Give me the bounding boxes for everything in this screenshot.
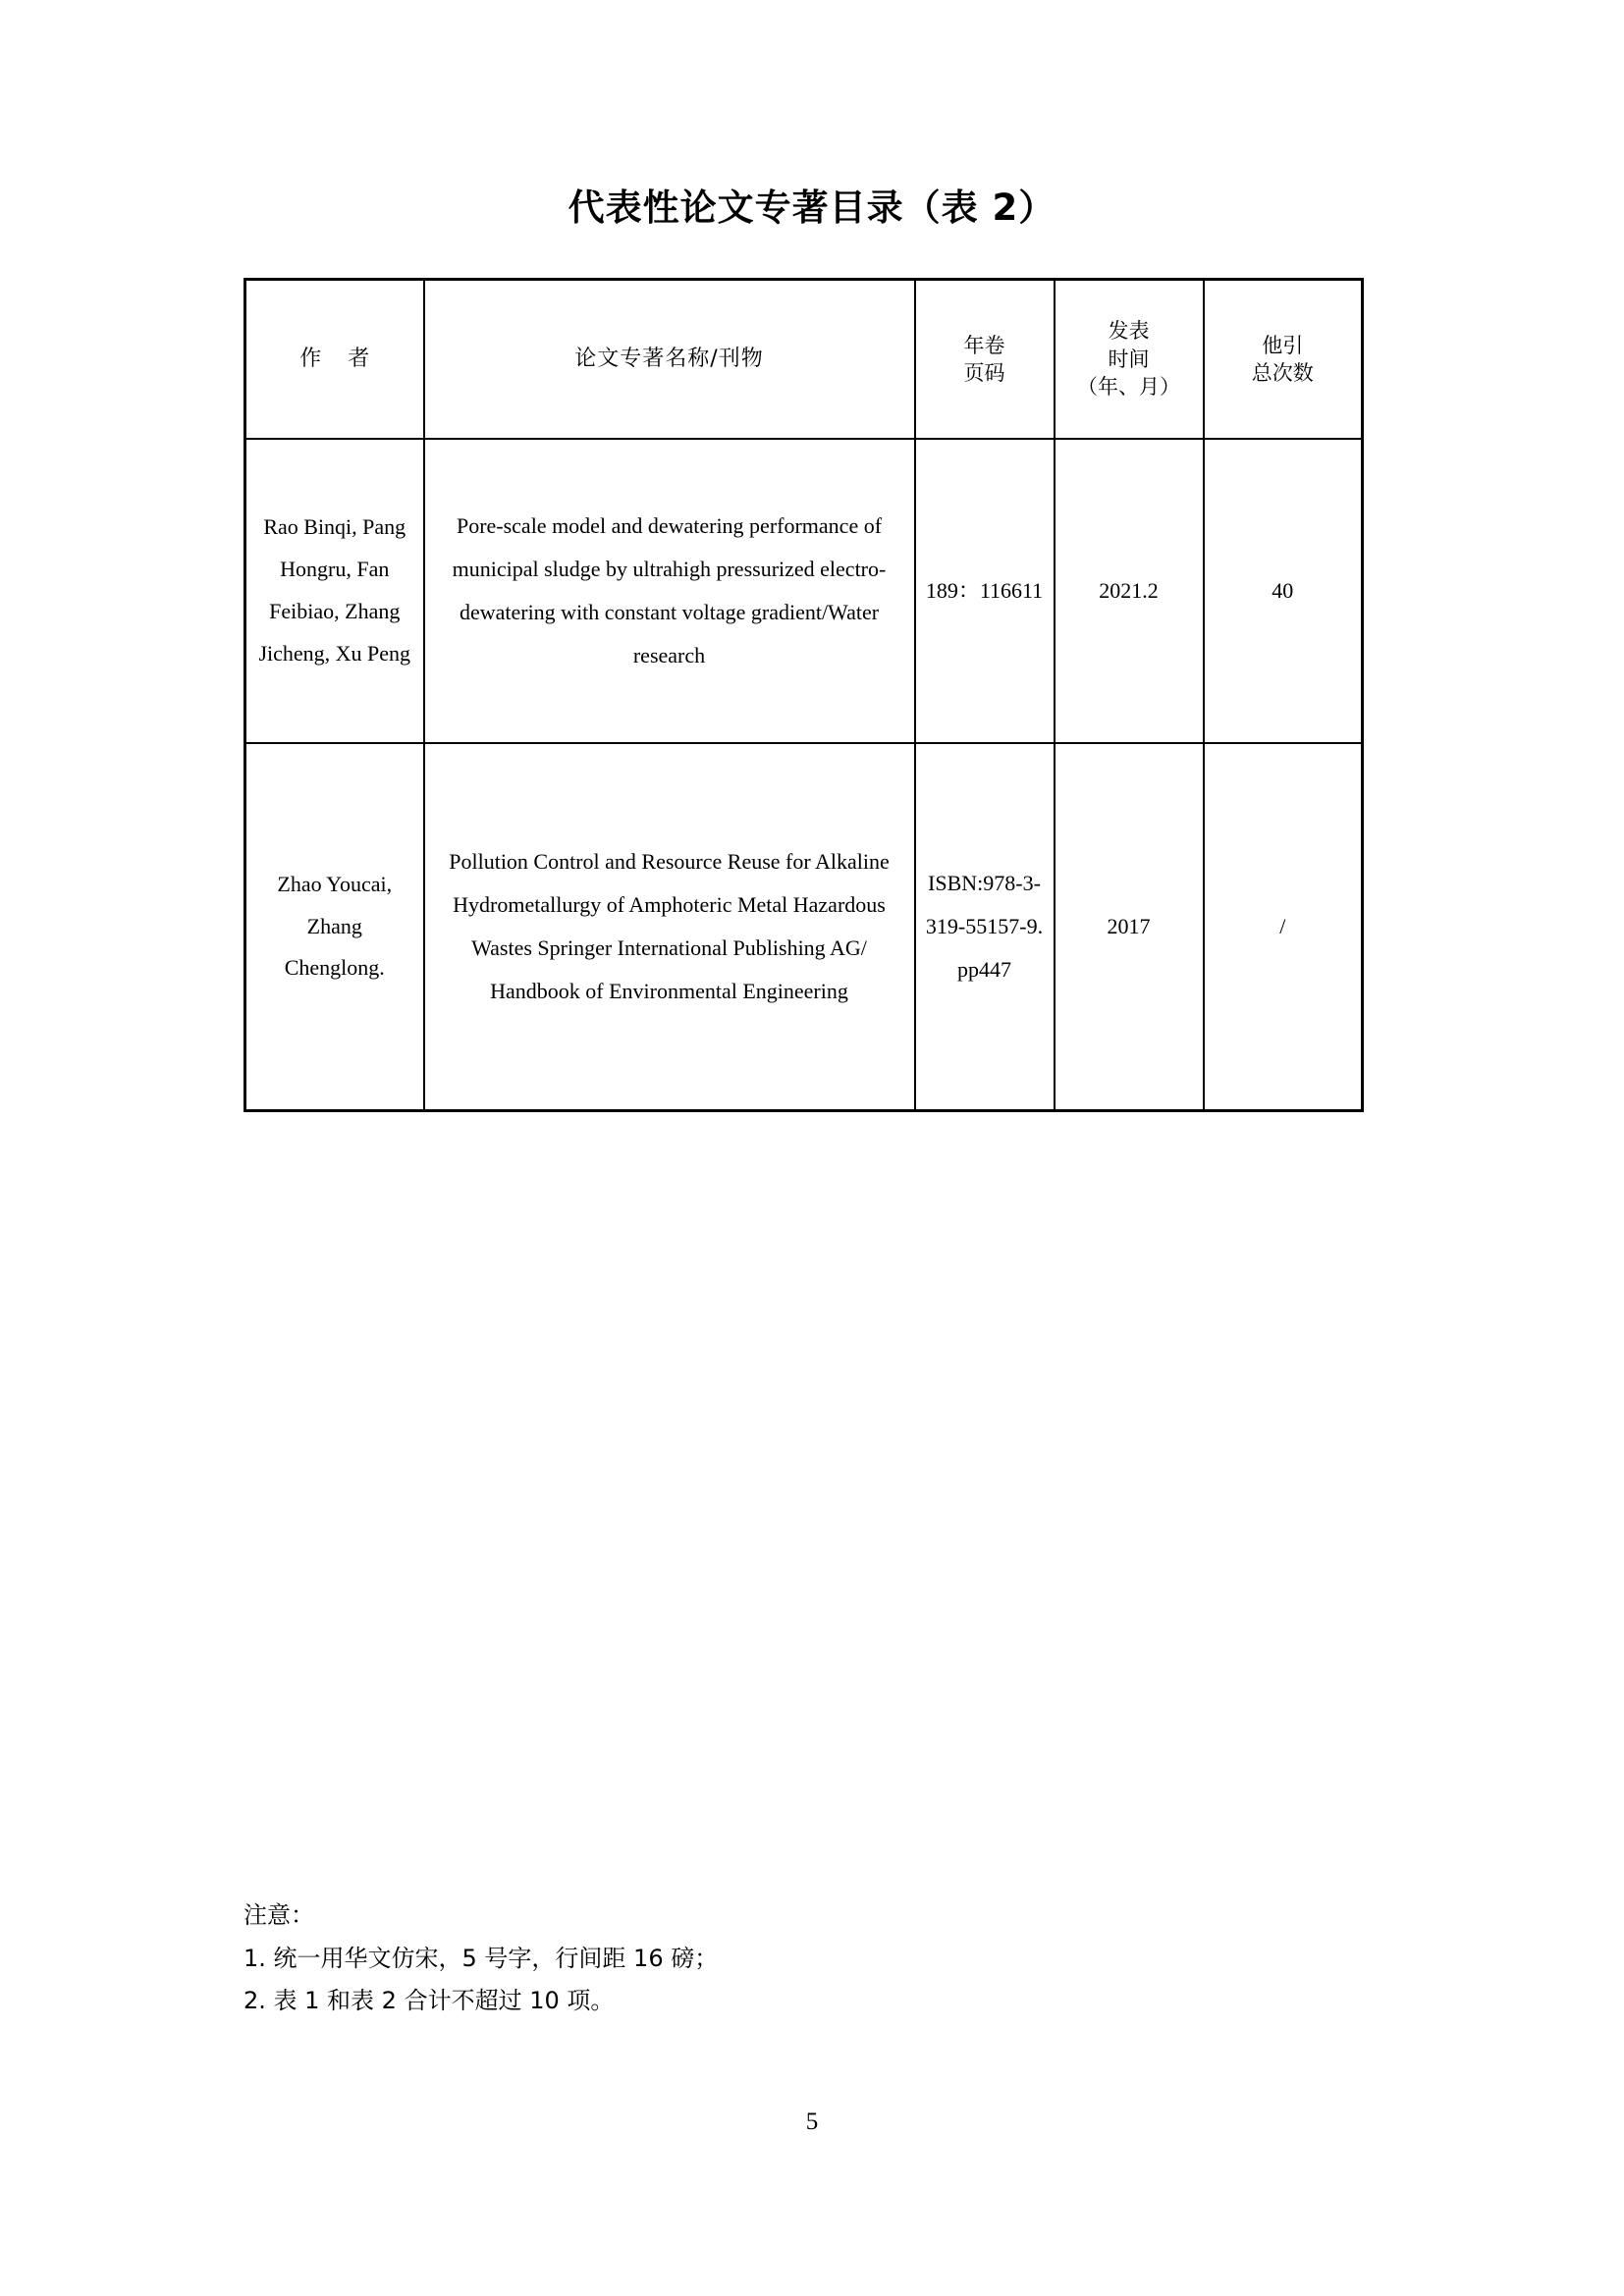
page-number: 5 <box>805 2109 819 2135</box>
column-header-author: 作 者 <box>245 280 424 440</box>
column-header-volume-pages-line1: 年卷 <box>963 333 1005 357</box>
representative-publications-table <box>244 278 1364 1112</box>
notes-heading: 注意： <box>244 1901 314 1929</box>
cell-publish-date: 2017 <box>1055 743 1204 1111</box>
table-row <box>245 743 1363 1111</box>
column-header-volume-pages-line2: 页码 <box>963 361 1005 385</box>
cell-citations: 40 <box>1204 439 1363 743</box>
column-header-publish-date-line3: （年、月） <box>1077 375 1180 400</box>
cell-citations: / <box>1204 743 1363 1111</box>
column-header-volume-pages <box>915 280 1055 440</box>
table-header-row <box>245 280 1363 440</box>
notes-section <box>244 1895 718 2023</box>
column-header-publish-date <box>1055 280 1204 440</box>
cell-volume-pages: 189：116611 <box>915 439 1055 743</box>
table-row <box>245 439 1363 743</box>
page-title: 代表性论文专著目录（表 2） <box>568 187 1056 229</box>
column-header-citations <box>1204 280 1363 440</box>
column-header-citations-line2: 总次数 <box>1251 361 1314 385</box>
notes-item-2: 2. 表 1 和表 2 合计不超过 10 项。 <box>244 1987 615 2015</box>
cell-author: Rao Binqi, Pang Hongru, Fan Feibiao, Zhang Jicheng, Xu Peng <box>245 439 424 743</box>
cell-author: Zhao Youcai, Zhang Chenglong. <box>245 743 424 1111</box>
column-header-publish-date-line2: 时间 <box>1108 347 1150 371</box>
cell-publication: Pollution Control and Resource Reuse for Alkaline Hydrometallurgy of Amphoteric Metal Hazardous Wastes Springer International Publishing AG/ Handbook of Environmental Engineering <box>424 743 915 1111</box>
cell-publish-date: 2021.2 <box>1055 439 1204 743</box>
column-header-publication: 论文专著名称/刊物 <box>424 280 915 440</box>
notes-item-1: 1. 统一用华文仿宋，5 号字，行间距 16 磅； <box>244 1944 719 1972</box>
column-header-publish-date-line1: 发表 <box>1108 319 1150 344</box>
cell-volume-pages: ISBN:978-3-319-55157-9. pp447 <box>915 743 1055 1111</box>
column-header-citations-line1: 他引 <box>1262 333 1304 357</box>
cell-publication: Pore-scale model and dewatering performance of municipal sludge by ultrahigh pressurized electro-dewatering with constant voltage gradient/Water research <box>424 439 915 743</box>
